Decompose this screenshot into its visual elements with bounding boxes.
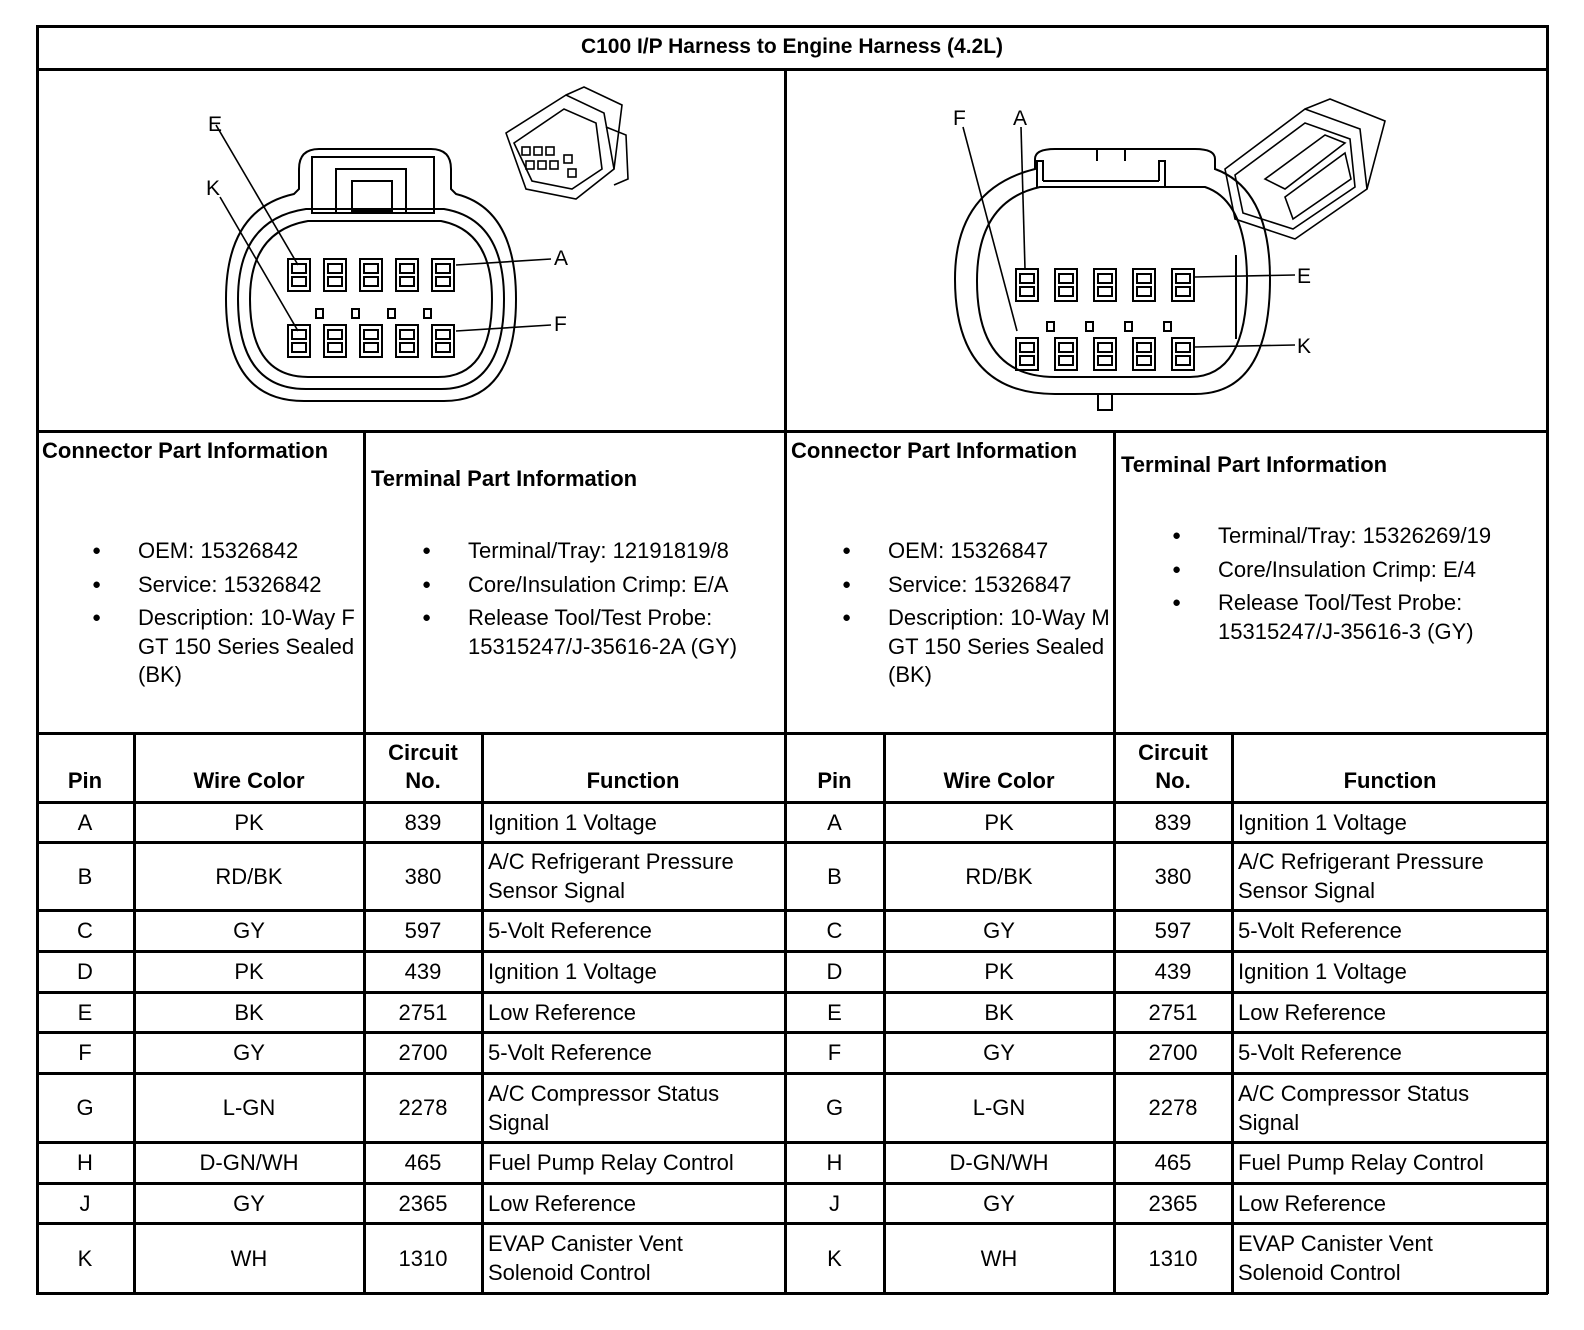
pin-terminal: [1098, 287, 1112, 296]
male-connector-diagram: [785, 69, 1548, 431]
circuit-cell: 380: [1154, 863, 1192, 889]
function-line: Sensor Signal: [488, 878, 625, 903]
callout-a: A: [554, 247, 569, 270]
pin-terminal: [400, 330, 414, 339]
wire-color-cell: PK: [984, 809, 1014, 835]
function-line: Ignition 1 Voltage: [488, 809, 657, 835]
connector-info-header: Connector Part Information: [791, 438, 1078, 463]
function-line: EVAP Canister Vent: [488, 1231, 683, 1256]
circuit-cell: 465: [1154, 1150, 1192, 1175]
function-cell: [482, 1223, 790, 1293]
function-line: A/C Compressor Status: [1238, 1080, 1470, 1106]
pinout-sheet: [36, 25, 1548, 1313]
function-cell: [482, 1032, 790, 1073]
wire-color-cell: PK: [984, 959, 1014, 984]
function-cell: [482, 1142, 790, 1183]
rule-line: [36, 801, 1548, 804]
circuit-cell: 839: [404, 809, 442, 835]
function-line: 5-Volt Reference: [488, 1040, 652, 1065]
pin-terminal: [1098, 274, 1112, 283]
rule-line: [36, 909, 1548, 912]
circuit-cell: 2278: [398, 1095, 448, 1120]
function-cell: [482, 951, 790, 992]
function-line: Solenoid Control: [1238, 1260, 1401, 1285]
function-cell: [1232, 951, 1554, 992]
pin-cell: J: [829, 1190, 840, 1216]
circuit-cell: 2700: [1148, 1040, 1198, 1065]
circuit-cell: 2365: [398, 1190, 448, 1216]
pin-cell: E: [77, 999, 93, 1025]
wire-color-cell: PK: [234, 959, 264, 984]
pin-cell: K: [77, 1245, 93, 1271]
function-cell: [1232, 842, 1554, 910]
col-header-function: Function: [1343, 768, 1437, 793]
wire-color-cell: BK: [234, 999, 264, 1025]
pin-terminal: [1137, 356, 1151, 365]
function-line: 5-Volt Reference: [488, 918, 652, 943]
function-cell: [482, 802, 790, 842]
function-line: Fuel Pump Relay Control: [488, 1150, 734, 1175]
wire-color-cell: GY: [233, 1040, 265, 1065]
wire-color-cell: D-GN/WH: [949, 1150, 1049, 1175]
pin-terminal: [436, 343, 450, 352]
function-line: Ignition 1 Voltage: [488, 959, 657, 984]
pin-grid: [1016, 269, 1194, 370]
pin-terminal: [436, 330, 450, 339]
pin-cell: F: [78, 1040, 92, 1065]
connector-info-list: [790, 537, 1114, 695]
function-line: Low Reference: [1238, 999, 1386, 1025]
rule-line: [36, 1222, 1548, 1225]
function-line: Fuel Pump Relay Control: [1238, 1150, 1484, 1175]
rule-line: [1231, 733, 1234, 1293]
wire-color-cell: GY: [983, 1190, 1015, 1216]
pin-terminal: [1176, 356, 1190, 365]
list-item: ● Release Tool/Test Probe: 15315247/J-35616-2A (GY): [370, 604, 782, 661]
latch-tab: [352, 181, 392, 211]
function-line: A/C Compressor Status: [488, 1080, 720, 1106]
pin-terminal: [328, 264, 342, 273]
callout-a: A: [1013, 107, 1028, 130]
col-header-function: Function: [586, 768, 680, 793]
callout-leader-a: [1021, 127, 1025, 269]
pin-terminal: [1098, 356, 1112, 365]
rule-line: [36, 841, 1548, 844]
callout-leader-f: [456, 325, 551, 331]
rule-line: [36, 991, 1548, 994]
rule-line: [481, 733, 484, 1293]
connector-housing-ring: [238, 209, 504, 389]
terminal-info-list: [370, 537, 782, 666]
pin-terminal: [1059, 343, 1073, 352]
callout-leader-f: [963, 127, 1017, 331]
circuit-cell: 439: [404, 959, 442, 984]
wire-color-cell: L-GN: [972, 1095, 1026, 1120]
pin-cell: G: [76, 1095, 94, 1120]
pin-cell: A: [827, 809, 842, 835]
function-line: Signal: [488, 1109, 550, 1135]
pin-key: [1086, 322, 1093, 331]
circuit-cell: 2751: [398, 999, 448, 1025]
pin-terminal: [1176, 287, 1190, 296]
wire-color-cell: L-GN: [222, 1095, 276, 1120]
function-line: 5-Volt Reference: [1238, 1040, 1402, 1065]
function-line: A/C Refrigerant Pressure: [488, 849, 734, 874]
pin-terminal: [400, 277, 414, 286]
pin-terminal: [292, 330, 306, 339]
function-cell: [1232, 992, 1554, 1032]
wire-color-cell: WH: [230, 1245, 268, 1271]
function-line: Sensor Signal: [1238, 878, 1375, 903]
col-header-wire-color: Wire Color: [193, 768, 305, 793]
function-cell: [1232, 1183, 1554, 1223]
pin-terminal: [328, 277, 342, 286]
list-item: ● Core/Insulation Crimp: E/A: [370, 571, 782, 600]
callout-f: F: [953, 107, 966, 130]
rule-line: [36, 68, 1548, 71]
rule-line: [1113, 431, 1116, 733]
pin-cell: E: [827, 999, 842, 1025]
pin-cell: D: [826, 959, 843, 984]
pin-key: [1164, 322, 1171, 331]
function-line: Ignition 1 Voltage: [1238, 809, 1407, 835]
latch-inner: [336, 169, 406, 213]
function-line: A/C Refrigerant Pressure: [1238, 849, 1484, 874]
top-tabs: [1037, 149, 1165, 187]
pin-terminal: [1137, 287, 1151, 296]
rule-line: [36, 732, 1548, 735]
function-cell: [1232, 1223, 1554, 1293]
pin-key: [352, 309, 359, 318]
wire-color-cell: GY: [983, 918, 1015, 943]
pin-cell: B: [77, 863, 93, 889]
list-item: ● Release Tool/Test Probe: 15315247/J-35616-3 (GY): [1120, 589, 1540, 646]
pin-key: [316, 309, 323, 318]
function-line: Low Reference: [1238, 1190, 1386, 1216]
pin-terminal: [436, 277, 450, 286]
bottom-key: [1098, 394, 1112, 410]
list-item: ● Service: 15326842: [40, 571, 364, 600]
pin-terminal: [292, 343, 306, 352]
rule-line: [36, 25, 1548, 28]
callout-e: E: [208, 113, 223, 136]
wire-color-cell: RD/BK: [215, 863, 283, 889]
pin-cell: H: [826, 1150, 843, 1175]
pin-cell: J: [79, 1190, 91, 1216]
pin-terminal: [1176, 343, 1190, 352]
function-cell: [482, 842, 790, 910]
pin-terminal: [1137, 343, 1151, 352]
col-header-pin: Pin: [67, 768, 103, 793]
pin-cell: B: [827, 863, 842, 889]
connector-info-list: [40, 537, 364, 695]
circuit-cell: 439: [1154, 959, 1192, 984]
pin-key: [388, 309, 395, 318]
pin-cell: G: [825, 1095, 844, 1120]
connector-info-header: Connector Part Information: [42, 438, 329, 463]
connector-thumbnail: [506, 87, 628, 199]
function-line: Ignition 1 Voltage: [1238, 959, 1407, 984]
wire-color-cell: BK: [984, 999, 1014, 1025]
pin-terminal: [364, 330, 378, 339]
rule-line: [36, 950, 1548, 953]
function-cell: [1232, 802, 1554, 842]
pin-terminal: [1059, 356, 1073, 365]
wire-color-cell: D-GN/WH: [199, 1150, 299, 1175]
callout-e: E: [1297, 265, 1312, 288]
pin-key: [1047, 322, 1054, 331]
wire-color-cell: GY: [983, 1040, 1015, 1065]
pin-cell: A: [77, 809, 93, 835]
rule-line: [36, 25, 39, 1294]
col-header-circuit: Circuit: [1138, 740, 1208, 765]
pin-cell: C: [77, 918, 93, 943]
circuit-cell: 465: [404, 1150, 442, 1175]
function-cell: [482, 992, 790, 1032]
callout-leader-e: [1195, 275, 1295, 277]
pin-grid: [288, 259, 454, 357]
callout-leader-k: [1195, 345, 1295, 347]
pin-terminal: [1020, 287, 1034, 296]
circuit-cell: 2751: [1148, 999, 1198, 1025]
pin-terminal: [364, 264, 378, 273]
function-cell: [482, 1073, 790, 1142]
callout-leader-e: [216, 125, 298, 265]
rule-line: [1546, 25, 1549, 1294]
function-line: Signal: [1238, 1109, 1300, 1135]
rule-line: [36, 1182, 1548, 1185]
connector-thumbnail: [1225, 99, 1385, 239]
list-item: ● Description: 10-Way M GT 150 Series Sealed (BK): [790, 604, 1114, 690]
pin-terminal: [328, 343, 342, 352]
pin-terminal: [292, 264, 306, 273]
pin-cell: D: [77, 959, 93, 984]
list-item: ● Terminal/Tray: 12191819/8: [370, 537, 782, 566]
circuit-cell: 2278: [1148, 1095, 1198, 1120]
pin-cell: C: [826, 918, 843, 943]
function-cell: [482, 1183, 790, 1223]
list-item: ● OEM: 15326842: [40, 537, 364, 566]
callout-leader-k: [220, 197, 298, 331]
pin-terminal: [400, 264, 414, 273]
terminal-info-header: Terminal Part Information: [371, 466, 638, 491]
function-line: Low Reference: [488, 1190, 636, 1216]
pin-key: [1125, 322, 1132, 331]
circuit-cell: 2700: [398, 1040, 448, 1065]
circuit-cell: 597: [404, 918, 442, 943]
wire-color-cell: GY: [233, 918, 265, 943]
rule-line: [883, 733, 886, 1293]
circuit-cell: 597: [1154, 918, 1192, 943]
function-line: Low Reference: [488, 999, 636, 1025]
female-connector-diagram: [36, 69, 785, 431]
list-item: ● Terminal/Tray: 15326269/19: [1120, 522, 1540, 551]
function-cell: [1232, 910, 1554, 951]
circuit-cell: 839: [1154, 809, 1192, 835]
pin-terminal: [1176, 274, 1190, 283]
rule-line: [133, 733, 136, 1293]
pin-terminal: [364, 277, 378, 286]
function-line: Solenoid Control: [488, 1260, 651, 1285]
rule-line: [36, 1072, 1548, 1075]
rule-line: [363, 733, 366, 1293]
pin-terminal: [1020, 356, 1034, 365]
callout-leader-a: [456, 259, 551, 265]
col-header-wire-color: Wire Color: [943, 768, 1055, 793]
function-cell: [1232, 1073, 1554, 1142]
pin-key: [424, 309, 431, 318]
rule-line: [36, 1141, 1548, 1144]
wire-color-cell: PK: [234, 809, 264, 835]
latch-outline: [312, 157, 434, 213]
wire-color-cell: RD/BK: [965, 863, 1033, 889]
wire-color-cell: WH: [980, 1245, 1018, 1271]
callout-k: K: [206, 177, 221, 200]
rule-line: [363, 431, 366, 733]
pin-terminal: [292, 277, 306, 286]
function-line: EVAP Canister Vent: [1238, 1231, 1433, 1256]
list-item: ● Service: 15326847: [790, 571, 1114, 600]
pin-terminal: [400, 343, 414, 352]
list-item: ● Core/Insulation Crimp: E/4: [1120, 556, 1540, 585]
list-item: ● Description: 10-Way F GT 150 Series Sealed (BK): [40, 604, 364, 690]
circuit-cell: 380: [404, 863, 442, 889]
rule-line: [36, 1031, 1548, 1034]
terminal-info-header: Terminal Part Information: [1121, 452, 1388, 477]
pin-cell: F: [827, 1040, 842, 1065]
function-cell: [482, 910, 790, 951]
rule-line: [36, 430, 1548, 433]
function-cell: [1232, 1142, 1554, 1183]
pin-cell: K: [827, 1245, 842, 1271]
col-header-circuit: Circuit: [388, 740, 458, 765]
terminal-info-list: [1120, 522, 1540, 651]
rule-line: [1113, 733, 1116, 1293]
col-header-circuit-no: No.: [1155, 768, 1191, 793]
pin-terminal: [328, 330, 342, 339]
page-title: C100 I/P Harness to Engine Harness (4.2L): [580, 35, 1004, 58]
wire-color-cell: GY: [233, 1190, 265, 1216]
col-header-pin: Pin: [817, 768, 852, 793]
callout-f: F: [554, 313, 567, 336]
circuit-cell: 1310: [398, 1245, 448, 1271]
pin-cell: H: [77, 1150, 93, 1175]
list-item: ● OEM: 15326847: [790, 537, 1114, 566]
pin-terminal: [1020, 274, 1034, 283]
pin-terminal: [1059, 287, 1073, 296]
pin-terminal: [1059, 274, 1073, 283]
circuit-cell: 1310: [1148, 1245, 1198, 1271]
pin-terminal: [436, 264, 450, 273]
function-cell: [1232, 1032, 1554, 1073]
col-header-circuit-no: No.: [405, 768, 441, 793]
pin-terminal: [364, 343, 378, 352]
rule-line: [784, 69, 787, 1293]
pin-terminal: [1020, 343, 1034, 352]
function-line: 5-Volt Reference: [1238, 918, 1402, 943]
pin-terminal: [1098, 343, 1112, 352]
circuit-cell: 2365: [1148, 1190, 1198, 1216]
callout-k: K: [1297, 335, 1312, 358]
rule-line: [36, 1292, 1548, 1295]
pin-terminal: [1137, 274, 1151, 283]
